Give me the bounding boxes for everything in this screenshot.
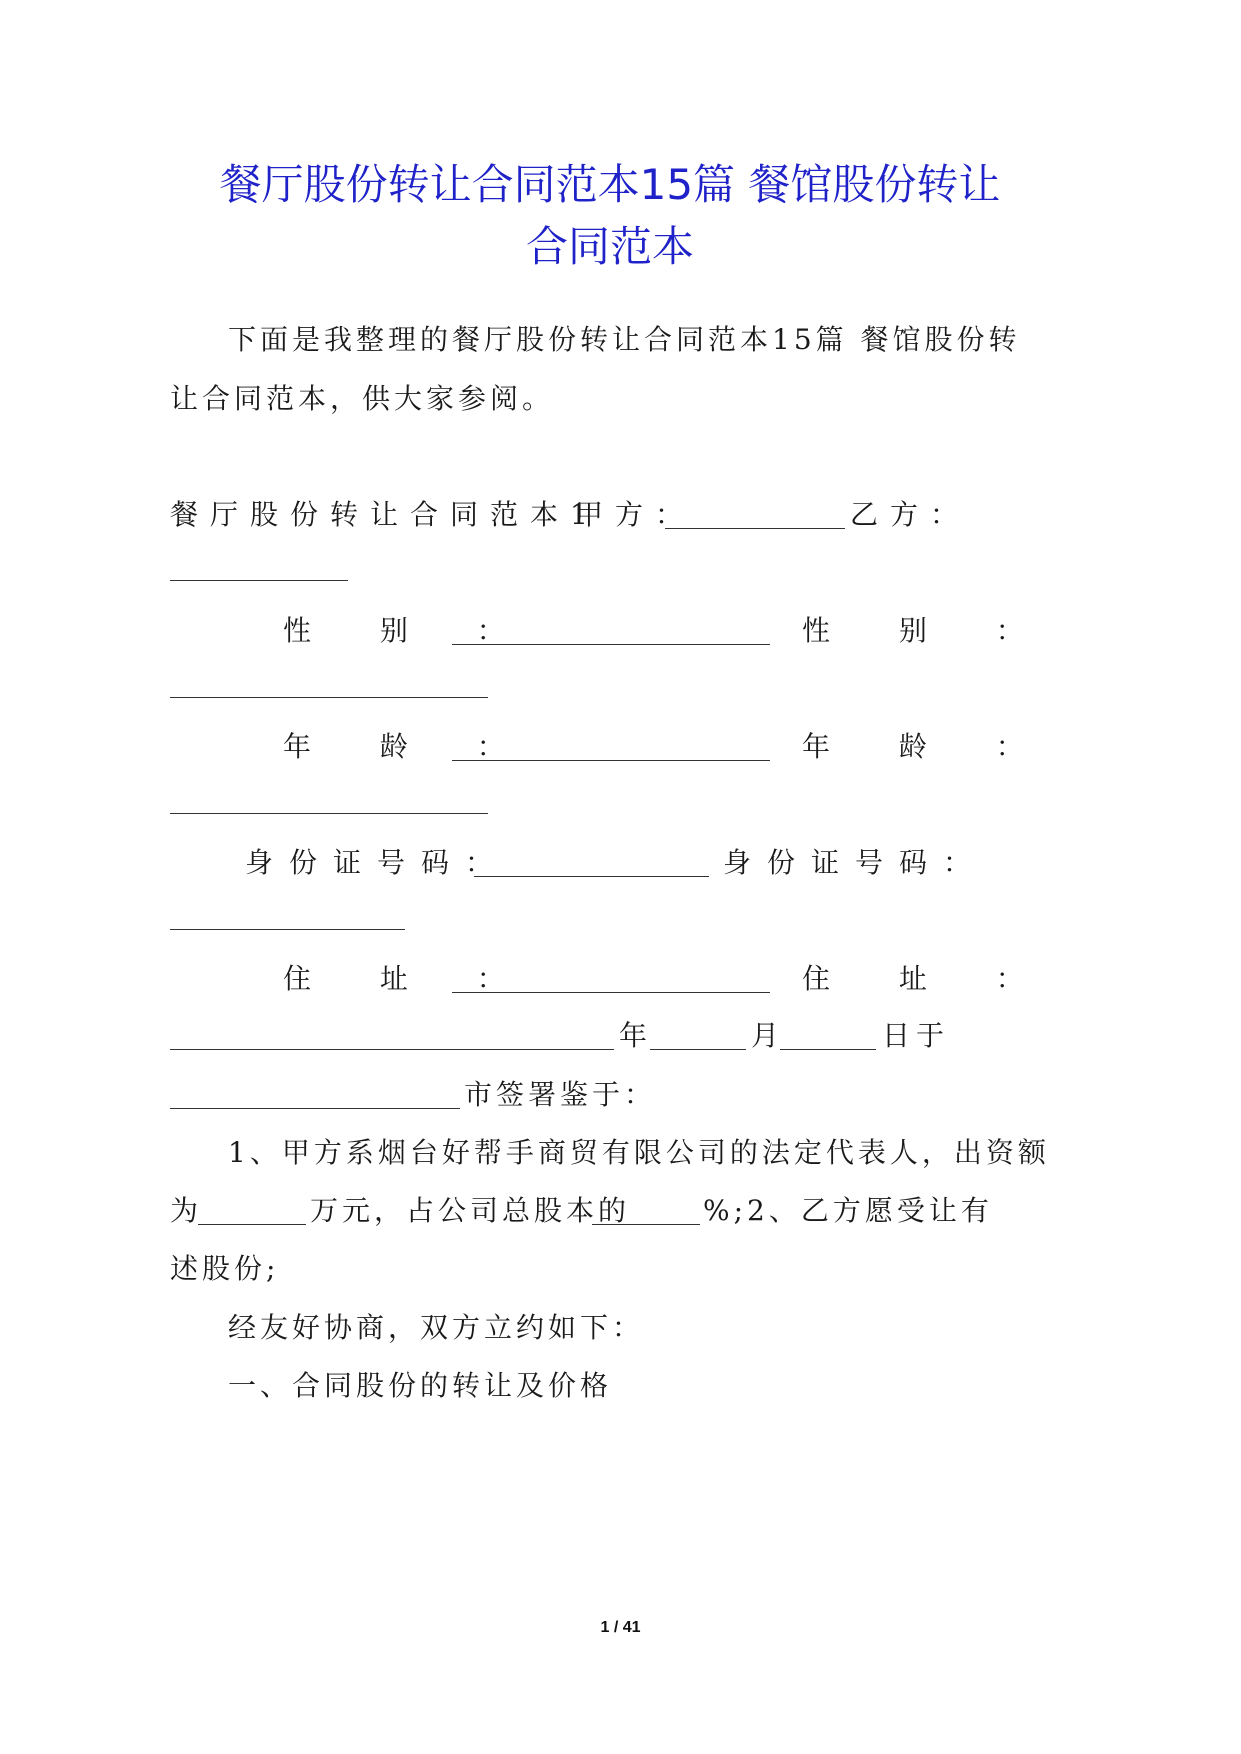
id-label-b: 身份证号码： bbox=[723, 846, 988, 879]
party-b-blank bbox=[170, 580, 348, 581]
city-signed-text: 市签署鉴于： bbox=[464, 1078, 657, 1111]
page-number: 1 / 41 bbox=[600, 1619, 641, 1636]
month-blank bbox=[780, 1049, 876, 1050]
id-blank-b bbox=[170, 929, 405, 930]
gender-blank-a bbox=[452, 644, 770, 645]
capital-blank bbox=[198, 1224, 306, 1225]
gender-label-a: 性 别 ： bbox=[283, 614, 535, 647]
negotiation-text: 经友好协商，双方立约如下： bbox=[228, 1311, 645, 1344]
age-label-b: 年 龄 ： bbox=[802, 730, 1054, 763]
document-title-line-2: 合同范本 bbox=[525, 222, 694, 271]
address-label-a: 住 址 ： bbox=[283, 962, 535, 995]
city-blank bbox=[170, 1108, 460, 1109]
year-blank bbox=[650, 1049, 746, 1050]
year-label: 年 bbox=[619, 1019, 650, 1052]
item1-line-2-start: 为 bbox=[170, 1194, 201, 1227]
age-blank-a bbox=[452, 760, 770, 761]
item1-line-1: 1、甲方系烟台好帮手商贸有限公司的法定代表人，出资额 bbox=[228, 1136, 1050, 1169]
party-b-label: 乙方： bbox=[850, 498, 971, 531]
day-at-label: 日于 bbox=[882, 1019, 951, 1052]
address-blank-b bbox=[170, 1049, 614, 1050]
party-a-blank bbox=[665, 528, 845, 529]
intro-line-2: 让合同范本，供大家参阅。 bbox=[170, 382, 555, 415]
percent-blank bbox=[592, 1224, 700, 1225]
section-1-heading: 一、合同股份的转让及价格 bbox=[228, 1369, 613, 1402]
item1-line-3: 述股份; bbox=[170, 1252, 280, 1285]
contract-heading: 餐厅股份转让合同范本1 bbox=[170, 498, 600, 531]
document-title-line-1: 餐厅股份转让合同范本15篇 餐馆股份转让 bbox=[219, 160, 1001, 209]
id-blank-a bbox=[474, 876, 709, 877]
address-blank-a bbox=[452, 992, 770, 993]
age-blank-b bbox=[170, 813, 488, 814]
gender-label-b: 性 别 ： bbox=[802, 614, 1054, 647]
address-label-b: 住 址 ： bbox=[802, 962, 1054, 995]
item1-line-2-end: %;2、乙方愿受让有 bbox=[703, 1194, 993, 1227]
gender-blank-b bbox=[170, 697, 488, 698]
age-label-a: 年 龄 ： bbox=[283, 730, 535, 763]
item1-line-2-mid: 万元，占公司总股本的 bbox=[310, 1194, 631, 1227]
month-label: 月 bbox=[751, 1019, 782, 1052]
party-a-label: 甲方： bbox=[575, 498, 696, 531]
intro-line-1: 下面是我整理的餐厅股份转让合同范本15篇 餐馆股份转 bbox=[228, 323, 1021, 356]
id-label-a: 身份证号码： bbox=[245, 846, 510, 879]
